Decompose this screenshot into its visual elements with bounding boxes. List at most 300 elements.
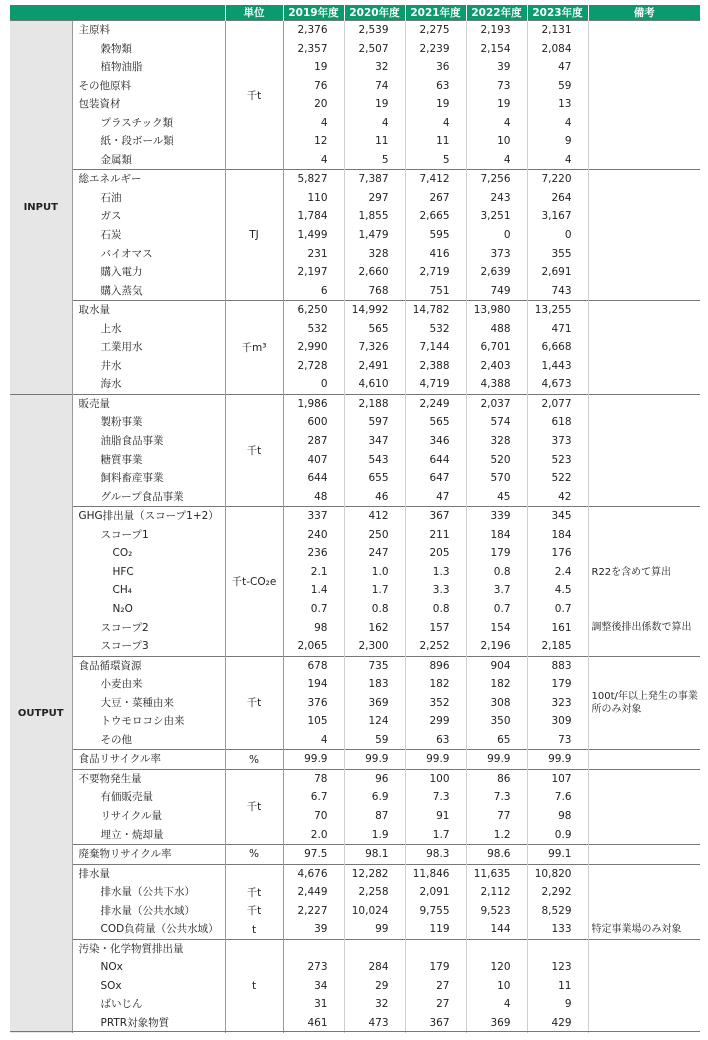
- value-cell: 4: [283, 151, 344, 170]
- value-cell: 373: [527, 432, 588, 451]
- value-cell: 123: [527, 958, 588, 977]
- value-cell: 7.3: [405, 788, 466, 807]
- row-label: COD負荷量（公共水域）: [72, 920, 225, 939]
- value-cell: 2.4: [527, 563, 588, 582]
- value-cell: 2.1: [283, 563, 344, 582]
- note-cell: [588, 600, 700, 619]
- value-cell: 407: [283, 451, 344, 470]
- table-row: [10, 619, 700, 638]
- unit-cell: t: [225, 920, 283, 939]
- value-cell: 0: [283, 375, 344, 394]
- value-cell: 2,507: [344, 40, 405, 59]
- value-cell: 1,499: [283, 226, 344, 245]
- value-cell: 2,403: [466, 357, 527, 376]
- value-cell: 98: [527, 807, 588, 826]
- value-cell: 2,357: [283, 40, 344, 59]
- value-cell: 0.7: [466, 600, 527, 619]
- row-label: プラスチック類: [72, 114, 225, 133]
- value-cell: 87: [344, 807, 405, 826]
- value-cell: 4.5: [527, 581, 588, 600]
- note-cell: [588, 883, 700, 902]
- value-cell: 154: [466, 619, 527, 638]
- value-cell: 4: [466, 995, 527, 1014]
- row-label: 海水: [72, 375, 225, 394]
- value-cell: 4: [466, 114, 527, 133]
- header-year-2019: 2019年度: [283, 5, 344, 21]
- value-cell: 144: [466, 920, 527, 939]
- value-cell: 309: [527, 712, 588, 731]
- value-cell: 12,282: [344, 864, 405, 883]
- header-year-2020: 2020年度: [344, 5, 405, 21]
- value-cell: 11,846: [405, 864, 466, 883]
- value-cell: 19: [405, 95, 466, 114]
- value-cell: 565: [344, 320, 405, 339]
- value-cell: 73: [527, 731, 588, 750]
- value-cell: 97.5: [283, 845, 344, 865]
- value-cell: 7.3: [466, 788, 527, 807]
- value-cell: 36: [405, 58, 466, 77]
- row-label: 工業用水: [72, 338, 225, 357]
- value-cell: 10,024: [344, 902, 405, 921]
- row-label: スコープ2: [72, 619, 225, 638]
- table-row: [10, 864, 700, 883]
- row-label: 糖質事業: [72, 451, 225, 470]
- value-cell: 4: [283, 114, 344, 133]
- value-cell: 4,388: [466, 375, 527, 394]
- note-cell: 特定事業場のみ対象: [591, 924, 682, 936]
- value-cell: 2,728: [283, 357, 344, 376]
- row-label: 取水量: [72, 301, 225, 320]
- value-cell: 11: [405, 132, 466, 151]
- value-cell: 2,300: [344, 637, 405, 656]
- value-cell: 182: [466, 675, 527, 694]
- value-cell: 2,112: [466, 883, 527, 902]
- value-cell: 100: [405, 769, 466, 788]
- value-cell: 105: [283, 712, 344, 731]
- row-label: 紙・段ボール類: [72, 132, 225, 151]
- row-label: 飼料畜産事業: [72, 469, 225, 488]
- value-cell: 2,196: [466, 637, 527, 656]
- value-cell: 520: [466, 451, 527, 470]
- row-label: その他: [72, 731, 225, 750]
- value-cell: 7,220: [527, 170, 588, 189]
- value-cell: 1,855: [344, 207, 405, 226]
- value-cell: 355: [527, 245, 588, 264]
- row-label: 石炭: [72, 226, 225, 245]
- note-cell: 調整後排出係数で算出: [591, 622, 692, 634]
- value-cell: 2,037: [466, 394, 527, 413]
- note-cell: [588, 526, 700, 545]
- value-cell: 2,077: [527, 394, 588, 413]
- value-cell: 120: [466, 958, 527, 977]
- value-cell: 618: [527, 413, 588, 432]
- value-cell: 1,443: [527, 357, 588, 376]
- value-cell: 184: [466, 526, 527, 545]
- value-cell: 247: [344, 544, 405, 563]
- value-cell: 48: [283, 488, 344, 507]
- table-row: [10, 750, 700, 770]
- value-cell: 32: [344, 995, 405, 1014]
- value-cell: 99.1: [527, 845, 588, 865]
- value-cell: 0.8: [344, 600, 405, 619]
- value-cell: 31: [283, 995, 344, 1014]
- unit-cell: 千t: [225, 21, 283, 170]
- value-cell: 98.3: [405, 845, 466, 865]
- value-cell: 12: [283, 132, 344, 151]
- unit-cell: [225, 864, 283, 883]
- value-cell: 19: [344, 95, 405, 114]
- value-cell: 14,992: [344, 301, 405, 320]
- note-cell: [588, 170, 700, 301]
- value-cell: 19: [283, 58, 344, 77]
- table-row: [10, 769, 700, 788]
- value-cell: 11: [527, 977, 588, 996]
- row-label: 石油: [72, 189, 225, 208]
- value-cell: 6,250: [283, 301, 344, 320]
- value-cell: 7,256: [466, 170, 527, 189]
- row-label: SOx: [72, 977, 225, 996]
- value-cell: 2,091: [405, 883, 466, 902]
- row-label: 主原料: [72, 21, 225, 40]
- value-cell: 65: [466, 731, 527, 750]
- value-cell: 98: [283, 619, 344, 638]
- value-cell: 99: [344, 920, 405, 939]
- category-label: INPUT: [10, 21, 72, 395]
- table-row: [10, 656, 700, 675]
- value-cell: 47: [405, 488, 466, 507]
- value-cell: 124: [344, 712, 405, 731]
- value-cell: [527, 939, 588, 958]
- value-cell: 7,387: [344, 170, 405, 189]
- value-cell: 328: [466, 432, 527, 451]
- value-cell: 2,449: [283, 883, 344, 902]
- table-row: [10, 581, 700, 600]
- value-cell: 299: [405, 712, 466, 731]
- value-cell: 543: [344, 451, 405, 470]
- value-cell: 6,668: [527, 338, 588, 357]
- value-cell: 267: [405, 189, 466, 208]
- table-row: [10, 563, 700, 582]
- value-cell: 13,255: [527, 301, 588, 320]
- value-cell: 42: [527, 488, 588, 507]
- value-cell: 86: [466, 769, 527, 788]
- value-cell: 39: [466, 58, 527, 77]
- value-cell: 96: [344, 769, 405, 788]
- value-cell: 6.9: [344, 788, 405, 807]
- value-cell: 4: [283, 731, 344, 750]
- value-cell: 2,719: [405, 263, 466, 282]
- value-cell: 600: [283, 413, 344, 432]
- value-cell: 1,986: [283, 394, 344, 413]
- value-cell: 27: [405, 977, 466, 996]
- value-cell: 74: [344, 77, 405, 96]
- note-cell: R22を含めて算出: [591, 566, 672, 578]
- value-cell: 9: [527, 995, 588, 1014]
- unit-cell: 千t: [225, 394, 283, 506]
- value-cell: 749: [466, 282, 527, 301]
- row-label: 井水: [72, 357, 225, 376]
- row-label: 食品循環資源: [72, 656, 225, 675]
- value-cell: 2,197: [283, 263, 344, 282]
- value-cell: 98.1: [344, 845, 405, 865]
- value-cell: 1.9: [344, 826, 405, 845]
- value-cell: 10: [466, 132, 527, 151]
- unit-cell: %: [225, 845, 283, 865]
- row-label: 製粉事業: [72, 413, 225, 432]
- value-cell: 194: [283, 675, 344, 694]
- value-cell: 273: [283, 958, 344, 977]
- value-cell: 4,719: [405, 375, 466, 394]
- note-cell: [588, 301, 700, 395]
- value-cell: 9,755: [405, 902, 466, 921]
- value-cell: 7,412: [405, 170, 466, 189]
- value-cell: 99.9: [527, 750, 588, 770]
- row-label: 排水量（公共下水）: [72, 883, 225, 902]
- value-cell: 0.8: [405, 600, 466, 619]
- row-label: 汚染・化学物質排出量: [72, 939, 225, 958]
- value-cell: 565: [405, 413, 466, 432]
- value-cell: 532: [405, 320, 466, 339]
- value-cell: 4,673: [527, 375, 588, 394]
- note-cell: [588, 637, 700, 656]
- value-cell: 4: [344, 114, 405, 133]
- unit-cell: TJ: [225, 170, 283, 301]
- value-cell: 240: [283, 526, 344, 545]
- value-cell: 339: [466, 507, 527, 526]
- value-cell: 119: [405, 920, 466, 939]
- value-cell: 2.0: [283, 826, 344, 845]
- value-cell: 13,980: [466, 301, 527, 320]
- value-cell: 3,251: [466, 207, 527, 226]
- value-cell: 243: [466, 189, 527, 208]
- note-cell: [588, 939, 700, 1032]
- header-year-2021: 2021年度: [405, 5, 466, 21]
- row-label: 購入電力: [72, 263, 225, 282]
- value-cell: 2,065: [283, 637, 344, 656]
- value-cell: 4,676: [283, 864, 344, 883]
- value-cell: 9: [527, 132, 588, 151]
- value-cell: 2,185: [527, 637, 588, 656]
- value-cell: 2,292: [527, 883, 588, 902]
- value-cell: 2,084: [527, 40, 588, 59]
- value-cell: 896: [405, 656, 466, 675]
- table-row: [10, 600, 700, 619]
- value-cell: 1.7: [405, 826, 466, 845]
- value-cell: 250: [344, 526, 405, 545]
- header-note: 備考: [588, 5, 700, 21]
- value-cell: 3,167: [527, 207, 588, 226]
- value-cell: 570: [466, 469, 527, 488]
- value-cell: 2,665: [405, 207, 466, 226]
- value-cell: 6.7: [283, 788, 344, 807]
- value-cell: 59: [527, 77, 588, 96]
- note-cell: [588, 845, 700, 865]
- value-cell: 2,239: [405, 40, 466, 59]
- table-row: [10, 526, 700, 545]
- value-cell: 4,610: [344, 375, 405, 394]
- value-cell: 350: [466, 712, 527, 731]
- row-label: 上水: [72, 320, 225, 339]
- value-cell: 5: [405, 151, 466, 170]
- value-cell: 162: [344, 619, 405, 638]
- row-label: 植物油脂: [72, 58, 225, 77]
- table-row: [10, 544, 700, 563]
- row-label: 金属類: [72, 151, 225, 170]
- value-cell: 287: [283, 432, 344, 451]
- table-row: [10, 170, 700, 189]
- row-label: その他原料: [72, 77, 225, 96]
- row-label: CO₂: [72, 544, 225, 563]
- value-cell: 369: [344, 694, 405, 713]
- table-row: [10, 507, 700, 526]
- row-label: ガス: [72, 207, 225, 226]
- unit-cell: 千t: [225, 656, 283, 750]
- value-cell: 10: [466, 977, 527, 996]
- environment-data-table-frame: [10, 5, 700, 1033]
- value-cell: 574: [466, 413, 527, 432]
- row-label: 購入蒸気: [72, 282, 225, 301]
- value-cell: 2,539: [344, 21, 405, 40]
- value-cell: [283, 939, 344, 958]
- value-cell: 2,990: [283, 338, 344, 357]
- row-label: リサイクル量: [72, 807, 225, 826]
- value-cell: 11: [344, 132, 405, 151]
- value-cell: 6,701: [466, 338, 527, 357]
- value-cell: 4: [405, 114, 466, 133]
- value-cell: 904: [466, 656, 527, 675]
- value-cell: 32: [344, 58, 405, 77]
- value-cell: 367: [405, 507, 466, 526]
- header-row: [10, 5, 700, 21]
- note-cell: [588, 21, 700, 170]
- row-label: 排水量: [72, 864, 225, 883]
- value-cell: 1.4: [283, 581, 344, 600]
- value-cell: 2,252: [405, 637, 466, 656]
- row-label: トウモロコシ由来: [72, 712, 225, 731]
- unit-cell: 千t-CO₂e: [225, 507, 283, 656]
- value-cell: 1.3: [405, 563, 466, 582]
- value-cell: 2,131: [527, 21, 588, 40]
- table-row: [10, 920, 700, 939]
- value-cell: 4: [527, 151, 588, 170]
- row-label: HFC: [72, 563, 225, 582]
- row-label: 大豆・菜種由来: [72, 694, 225, 713]
- value-cell: 5: [344, 151, 405, 170]
- value-cell: 7.6: [527, 788, 588, 807]
- value-cell: 91: [405, 807, 466, 826]
- header-year-2023: 2023年度: [527, 5, 588, 21]
- value-cell: 14,782: [405, 301, 466, 320]
- value-cell: 7,144: [405, 338, 466, 357]
- value-cell: 176: [527, 544, 588, 563]
- value-cell: 6: [283, 282, 344, 301]
- row-label: 油脂食品事業: [72, 432, 225, 451]
- row-label: ばいじん: [72, 995, 225, 1014]
- value-cell: 352: [405, 694, 466, 713]
- header-blank: [10, 5, 225, 21]
- value-cell: 337: [283, 507, 344, 526]
- value-cell: 161: [527, 619, 588, 638]
- table-row: [10, 902, 700, 921]
- value-cell: 29: [344, 977, 405, 996]
- value-cell: 2,388: [405, 357, 466, 376]
- value-cell: 1,479: [344, 226, 405, 245]
- row-label: グループ食品事業: [72, 488, 225, 507]
- row-label: スコープ3: [72, 637, 225, 656]
- value-cell: 27: [405, 995, 466, 1014]
- value-cell: 8,529: [527, 902, 588, 921]
- unit-cell: t: [225, 939, 283, 1032]
- row-label: 埋立・焼却量: [72, 826, 225, 845]
- value-cell: 522: [527, 469, 588, 488]
- value-cell: 473: [344, 1014, 405, 1033]
- value-cell: 0.9: [527, 826, 588, 845]
- value-cell: 373: [466, 245, 527, 264]
- value-cell: 2,154: [466, 40, 527, 59]
- category-label: OUTPUT: [10, 394, 72, 1032]
- value-cell: 46: [344, 488, 405, 507]
- value-cell: 182: [405, 675, 466, 694]
- value-cell: 73: [466, 77, 527, 96]
- value-cell: 2,491: [344, 357, 405, 376]
- value-cell: 2,660: [344, 263, 405, 282]
- value-cell: 184: [527, 526, 588, 545]
- note-cell: 100t/年以上発生の事業所のみ対象: [588, 656, 700, 750]
- value-cell: 76: [283, 77, 344, 96]
- value-cell: 1,784: [283, 207, 344, 226]
- row-label: PRTR対象物質: [72, 1014, 225, 1033]
- value-cell: [344, 939, 405, 958]
- value-cell: 461: [283, 1014, 344, 1033]
- row-label: N₂O: [72, 600, 225, 619]
- value-cell: 70: [283, 807, 344, 826]
- value-cell: 19: [466, 95, 527, 114]
- value-cell: 39: [283, 920, 344, 939]
- value-cell: 597: [344, 413, 405, 432]
- value-cell: 20: [283, 95, 344, 114]
- unit-cell: 千t: [225, 769, 283, 844]
- value-cell: 2,376: [283, 21, 344, 40]
- note-cell: [588, 902, 700, 921]
- value-cell: 376: [283, 694, 344, 713]
- row-label: 総エネルギー: [72, 170, 225, 189]
- note-cell: [588, 544, 700, 563]
- value-cell: 644: [405, 451, 466, 470]
- value-cell: 2,249: [405, 394, 466, 413]
- value-cell: 644: [283, 469, 344, 488]
- row-label: 不要物発生量: [72, 769, 225, 788]
- note-cell: [588, 581, 700, 600]
- value-cell: 34: [283, 977, 344, 996]
- value-cell: 347: [344, 432, 405, 451]
- value-cell: 2,691: [527, 263, 588, 282]
- value-cell: 0: [466, 226, 527, 245]
- value-cell: 523: [527, 451, 588, 470]
- table-row: [10, 394, 700, 413]
- value-cell: 297: [344, 189, 405, 208]
- value-cell: 133: [527, 920, 588, 939]
- value-cell: [405, 939, 466, 958]
- row-label: 小麦由来: [72, 675, 225, 694]
- row-label: NOx: [72, 958, 225, 977]
- value-cell: 99.9: [405, 750, 466, 770]
- value-cell: 735: [344, 656, 405, 675]
- value-cell: 3.7: [466, 581, 527, 600]
- row-label: 穀物類: [72, 40, 225, 59]
- value-cell: 2,193: [466, 21, 527, 40]
- value-cell: 11,635: [466, 864, 527, 883]
- row-label: 廃棄物リサイクル率: [72, 845, 225, 865]
